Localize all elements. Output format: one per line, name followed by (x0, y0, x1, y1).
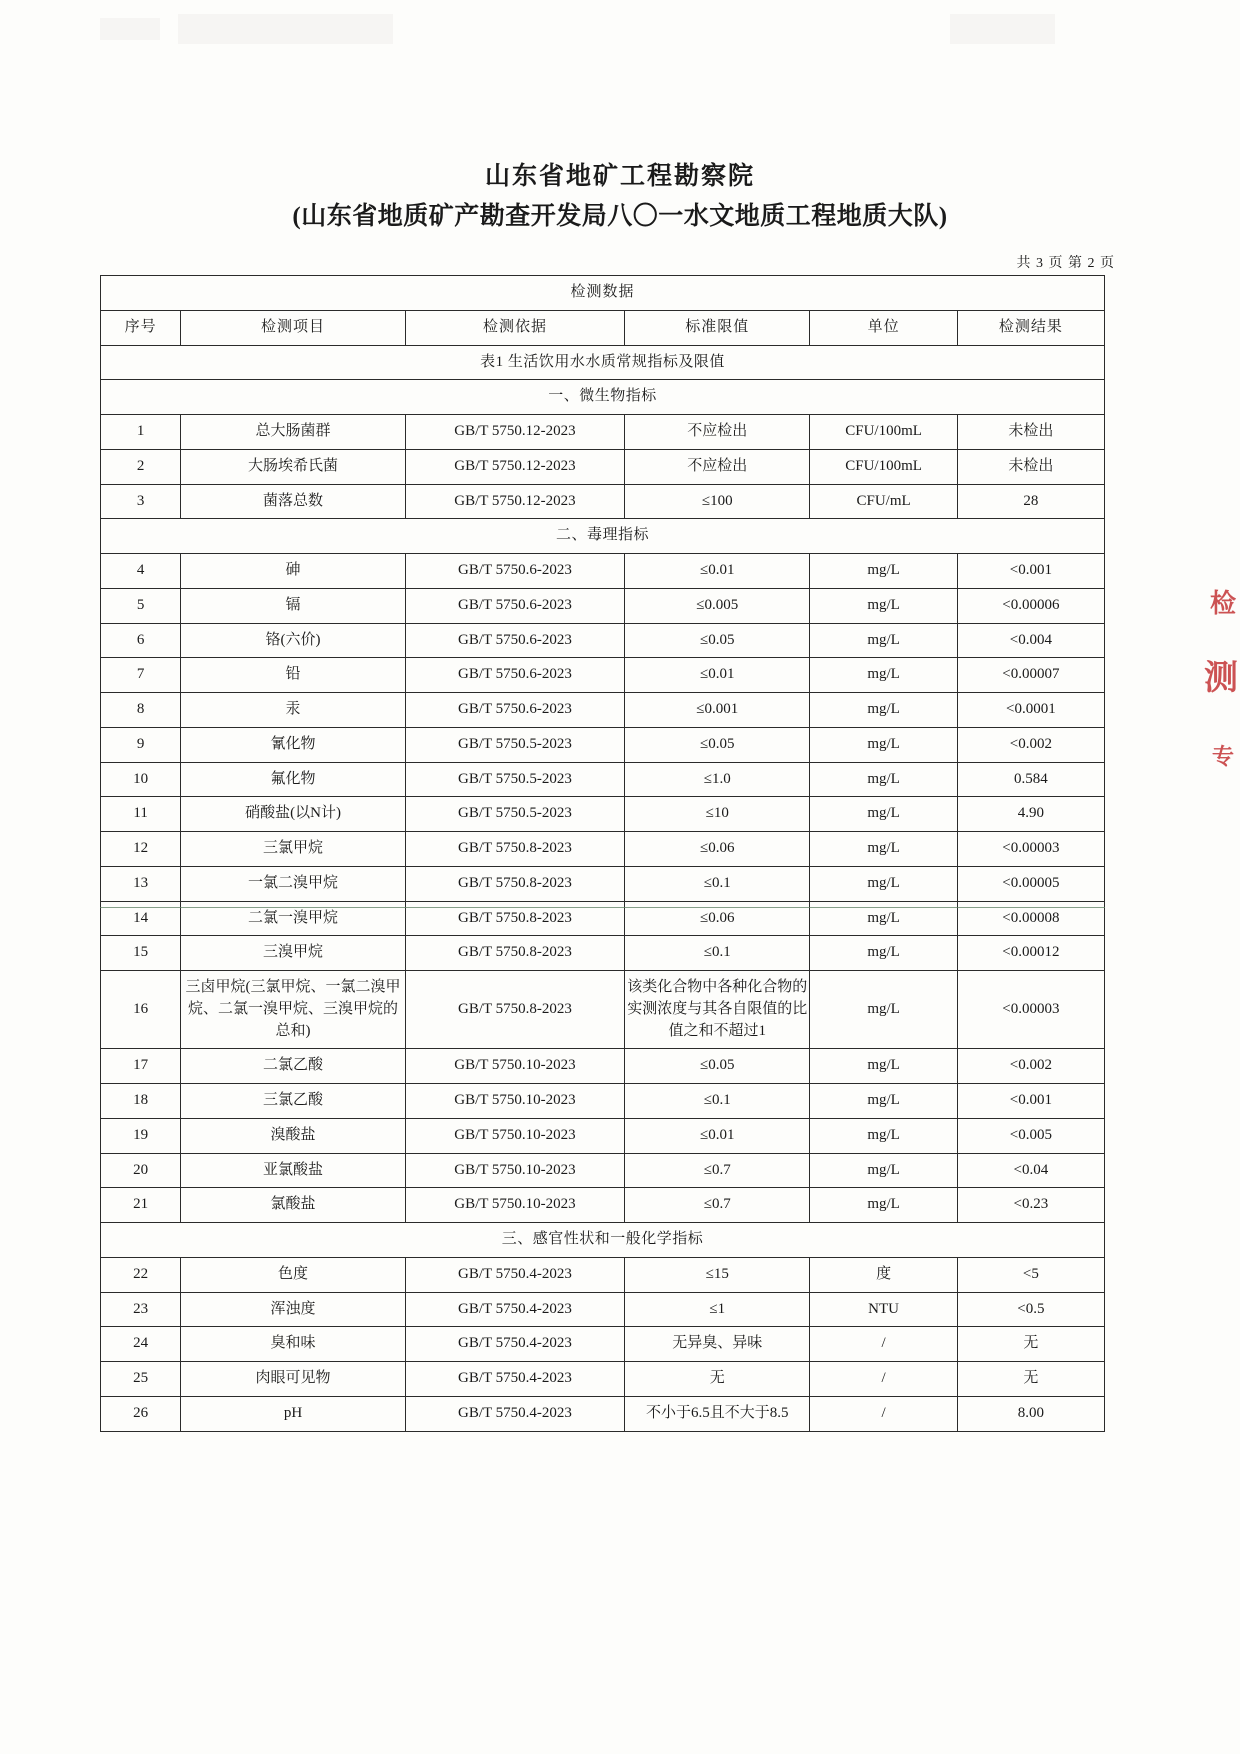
table-row (101, 762, 1105, 797)
cell-limit: ≤0.1 (625, 936, 810, 971)
cell-basis: GB/T 5750.8-2023 (405, 832, 624, 867)
table-row (101, 588, 1105, 623)
table-row (101, 623, 1105, 658)
cell-result: <0.001 (957, 554, 1104, 589)
table-row (101, 484, 1105, 519)
cell-no: 16 (101, 971, 181, 1049)
cell-result: 无 (957, 1362, 1104, 1397)
cell-basis: GB/T 5750.5-2023 (405, 762, 624, 797)
table-row (101, 1396, 1105, 1431)
cell-item: 亚氯酸盐 (181, 1153, 405, 1188)
cell-item: 一氯二溴甲烷 (181, 866, 405, 901)
cell-result: <0.005 (957, 1118, 1104, 1153)
column-header-no: 序号 (101, 310, 181, 345)
cell-no: 9 (101, 727, 181, 762)
cell-limit: ≤0.7 (625, 1153, 810, 1188)
cell-no: 19 (101, 1118, 181, 1153)
table-row (101, 1257, 1105, 1292)
table-row (101, 797, 1105, 832)
cell-no: 7 (101, 658, 181, 693)
table-row (101, 971, 1105, 1049)
cell-result: <0.004 (957, 623, 1104, 658)
cell-basis: GB/T 5750.8-2023 (405, 866, 624, 901)
cell-no: 22 (101, 1257, 181, 1292)
section-title-toxic: 二、毒理指标 (101, 519, 1105, 554)
cell-basis: GB/T 5750.8-2023 (405, 936, 624, 971)
section-title-table1: 表1 生活饮用水水质常规指标及限值 (101, 345, 1105, 380)
cell-item: 铬(六价) (181, 623, 405, 658)
cell-result: <0.00012 (957, 936, 1104, 971)
seal-fragment: 专 (1211, 744, 1234, 769)
cell-item: 铅 (181, 658, 405, 693)
cell-unit: mg/L (810, 866, 957, 901)
cell-basis: GB/T 5750.10-2023 (405, 1153, 624, 1188)
cell-limit: ≤0.05 (625, 1049, 810, 1084)
table-banner: 检测数据 (101, 276, 1105, 311)
cell-limit: ≤0.01 (625, 1118, 810, 1153)
cell-limit: ≤100 (625, 484, 810, 519)
cell-no: 21 (101, 1188, 181, 1223)
cell-limit: ≤0.06 (625, 901, 810, 936)
cell-result: <0.00006 (957, 588, 1104, 623)
document-header (0, 160, 1240, 234)
cell-result: <0.002 (957, 727, 1104, 762)
cell-limit: ≤0.005 (625, 588, 810, 623)
cell-no: 2 (101, 449, 181, 484)
cell-limit: 无 (625, 1362, 810, 1397)
cell-no: 3 (101, 484, 181, 519)
cell-result: <0.002 (957, 1049, 1104, 1084)
cell-no: 8 (101, 693, 181, 728)
cell-item: 菌落总数 (181, 484, 405, 519)
cell-basis: GB/T 5750.8-2023 (405, 971, 624, 1049)
cell-result: <0.23 (957, 1188, 1104, 1223)
cell-item: 砷 (181, 554, 405, 589)
cell-basis: GB/T 5750.12-2023 (405, 449, 624, 484)
cell-no: 4 (101, 554, 181, 589)
cell-no: 12 (101, 832, 181, 867)
organization-name: 山东省地矿工程勘察院 (484, 163, 755, 190)
cell-limit: ≤10 (625, 797, 810, 832)
cell-no: 23 (101, 1292, 181, 1327)
cell-basis: GB/T 5750.5-2023 (405, 797, 624, 832)
cell-item: 氰化物 (181, 727, 405, 762)
cell-limit: 无异臭、异味 (625, 1327, 810, 1362)
cell-item: 溴酸盐 (181, 1118, 405, 1153)
cell-basis: GB/T 5750.12-2023 (405, 415, 624, 450)
cell-basis: GB/T 5750.6-2023 (405, 693, 624, 728)
cell-no: 15 (101, 936, 181, 971)
cell-item: 总大肠菌群 (181, 415, 405, 450)
cell-unit: mg/L (810, 797, 957, 832)
cell-unit: mg/L (810, 588, 957, 623)
cell-result: 无 (957, 1327, 1104, 1362)
cell-unit: mg/L (810, 901, 957, 936)
cell-basis: GB/T 5750.6-2023 (405, 554, 624, 589)
cell-unit: mg/L (810, 832, 957, 867)
cell-item: 三溴甲烷 (181, 936, 405, 971)
organization-subname: (山东省地质矿产勘查开发局八〇一水文地质工程地质大队) (292, 202, 948, 230)
table-row (101, 693, 1105, 728)
cell-limit: 不应检出 (625, 449, 810, 484)
table-row (101, 449, 1105, 484)
cell-limit: ≤0.01 (625, 658, 810, 693)
table-row (101, 658, 1105, 693)
cell-no: 5 (101, 588, 181, 623)
cell-basis: GB/T 5750.10-2023 (405, 1084, 624, 1119)
cell-limit: ≤0.05 (625, 623, 810, 658)
cell-item: pH (181, 1396, 405, 1431)
cell-no: 18 (101, 1084, 181, 1119)
cell-item: 三氯甲烷 (181, 832, 405, 867)
cell-limit: ≤1.0 (625, 762, 810, 797)
cell-item: 氟化物 (181, 762, 405, 797)
cell-item: 肉眼可见物 (181, 1362, 405, 1397)
table-row (101, 415, 1105, 450)
cell-no: 1 (101, 415, 181, 450)
cell-limit: 不应检出 (625, 415, 810, 450)
cell-unit: mg/L (810, 762, 957, 797)
cell-basis: GB/T 5750.4-2023 (405, 1362, 624, 1397)
cell-unit: CFU/100mL (810, 415, 957, 450)
cell-limit: ≤0.06 (625, 832, 810, 867)
table-row (101, 1049, 1105, 1084)
cell-result: 未检出 (957, 449, 1104, 484)
cell-unit: mg/L (810, 554, 957, 589)
cell-no: 17 (101, 1049, 181, 1084)
cell-item: 色度 (181, 1257, 405, 1292)
cell-basis: GB/T 5750.4-2023 (405, 1257, 624, 1292)
cell-no: 24 (101, 1327, 181, 1362)
cell-unit: mg/L (810, 623, 957, 658)
cell-basis: GB/T 5750.10-2023 (405, 1049, 624, 1084)
table-row (101, 1292, 1105, 1327)
cell-no: 14 (101, 901, 181, 936)
cell-unit: mg/L (810, 693, 957, 728)
cell-no: 13 (101, 866, 181, 901)
cell-no: 26 (101, 1396, 181, 1431)
cell-item: 二氯一溴甲烷 (181, 901, 405, 936)
section-title-microbial: 一、微生物指标 (101, 380, 1105, 415)
cell-unit: mg/L (810, 1153, 957, 1188)
cell-no: 25 (101, 1362, 181, 1397)
cell-unit: mg/L (810, 1188, 957, 1223)
scan-line-artifact (100, 907, 1105, 908)
cell-result: 4.90 (957, 797, 1104, 832)
cell-no: 10 (101, 762, 181, 797)
cell-unit: CFU/mL (810, 484, 957, 519)
cell-no: 20 (101, 1153, 181, 1188)
cell-unit: CFU/100mL (810, 449, 957, 484)
cell-unit: mg/L (810, 971, 957, 1049)
cell-item: 三氯乙酸 (181, 1084, 405, 1119)
cell-result: <0.00003 (957, 971, 1104, 1049)
cell-item: 大肠埃希氏菌 (181, 449, 405, 484)
table-row (101, 1188, 1105, 1223)
table-row (101, 1153, 1105, 1188)
table-row (101, 1327, 1105, 1362)
cell-item: 氯酸盐 (181, 1188, 405, 1223)
cell-unit: 度 (810, 1257, 957, 1292)
cell-limit: 该类化合物中各种化合物的实测浓度与其各自限值的比值之和不超过1 (625, 971, 810, 1049)
cell-result: 28 (957, 484, 1104, 519)
cell-no: 11 (101, 797, 181, 832)
table-header-row (101, 310, 1105, 345)
cell-result: <0.00005 (957, 866, 1104, 901)
cell-unit: mg/L (810, 1049, 957, 1084)
cell-basis: GB/T 5750.6-2023 (405, 658, 624, 693)
column-header-unit: 单位 (810, 310, 957, 345)
cell-result: <0.001 (957, 1084, 1104, 1119)
cell-basis: GB/T 5750.5-2023 (405, 727, 624, 762)
cell-basis: GB/T 5750.12-2023 (405, 484, 624, 519)
cell-item: 汞 (181, 693, 405, 728)
cell-basis: GB/T 5750.10-2023 (405, 1188, 624, 1223)
table-section-row (101, 1223, 1105, 1258)
table-row (101, 1084, 1105, 1119)
table-section-row (101, 345, 1105, 380)
cell-item: 臭和味 (181, 1327, 405, 1362)
cell-basis: GB/T 5750.8-2023 (405, 901, 624, 936)
table-row (101, 866, 1105, 901)
cell-result: <5 (957, 1257, 1104, 1292)
page-number: 共 3 页 第 2 页 (1016, 256, 1115, 271)
cell-unit: mg/L (810, 936, 957, 971)
seal-fragment: 检 (1209, 589, 1236, 618)
column-header-item: 检测项目 (181, 310, 405, 345)
column-header-result: 检测结果 (957, 310, 1104, 345)
table-row (101, 1118, 1105, 1153)
cell-result: <0.5 (957, 1292, 1104, 1327)
cell-basis: GB/T 5750.10-2023 (405, 1118, 624, 1153)
cell-result: <0.04 (957, 1153, 1104, 1188)
cell-result: <0.0001 (957, 693, 1104, 728)
cell-basis: GB/T 5750.6-2023 (405, 623, 624, 658)
table-section-row (101, 519, 1105, 554)
cell-limit: ≤0.1 (625, 866, 810, 901)
cell-unit: mg/L (810, 1084, 957, 1119)
cell-basis: GB/T 5750.4-2023 (405, 1327, 624, 1362)
cell-basis: GB/T 5750.4-2023 (405, 1292, 624, 1327)
seal-fragment: 测 (1204, 660, 1238, 697)
cell-limit: ≤15 (625, 1257, 810, 1292)
cell-unit: / (810, 1327, 957, 1362)
table-row (101, 1362, 1105, 1397)
cell-item: 浑浊度 (181, 1292, 405, 1327)
cell-unit: NTU (810, 1292, 957, 1327)
cell-item: 硝酸盐(以N计) (181, 797, 405, 832)
cell-limit: ≤0.01 (625, 554, 810, 589)
cell-result: <0.00007 (957, 658, 1104, 693)
column-header-basis: 检测依据 (405, 310, 624, 345)
column-header-limit: 标准限值 (625, 310, 810, 345)
cell-limit: ≤1 (625, 1292, 810, 1327)
cell-item: 二氯乙酸 (181, 1049, 405, 1084)
table-row (101, 727, 1105, 762)
cell-limit: 不小于6.5且不大于8.5 (625, 1396, 810, 1431)
cell-limit: ≤0.001 (625, 693, 810, 728)
cell-basis: GB/T 5750.4-2023 (405, 1396, 624, 1431)
cell-limit: ≤0.1 (625, 1084, 810, 1119)
cell-result: 8.00 (957, 1396, 1104, 1431)
table-row (101, 554, 1105, 589)
cell-limit: ≤0.7 (625, 1188, 810, 1223)
cell-unit: / (810, 1362, 957, 1397)
test-data-table (100, 275, 1105, 1432)
cell-limit: ≤0.05 (625, 727, 810, 762)
cell-unit: mg/L (810, 1118, 957, 1153)
cell-unit: mg/L (810, 658, 957, 693)
table-banner-row (101, 276, 1105, 311)
document-body (0, 0, 1240, 234)
cell-basis: GB/T 5750.6-2023 (405, 588, 624, 623)
cell-result: <0.00003 (957, 832, 1104, 867)
cell-item: 三卤甲烷(三氯甲烷、一氯二溴甲烷、二氯一溴甲烷、三溴甲烷的总和) (181, 971, 405, 1049)
cell-unit: mg/L (810, 727, 957, 762)
section-title-sensory: 三、感官性状和一般化学指标 (101, 1223, 1105, 1258)
table-row (101, 832, 1105, 867)
table-section-row (101, 380, 1105, 415)
cell-result: 0.584 (957, 762, 1104, 797)
cell-no: 6 (101, 623, 181, 658)
table-row (101, 936, 1105, 971)
cell-item: 镉 (181, 588, 405, 623)
cell-result: <0.00008 (957, 901, 1104, 936)
cell-unit: / (810, 1396, 957, 1431)
cell-result: 未检出 (957, 415, 1104, 450)
